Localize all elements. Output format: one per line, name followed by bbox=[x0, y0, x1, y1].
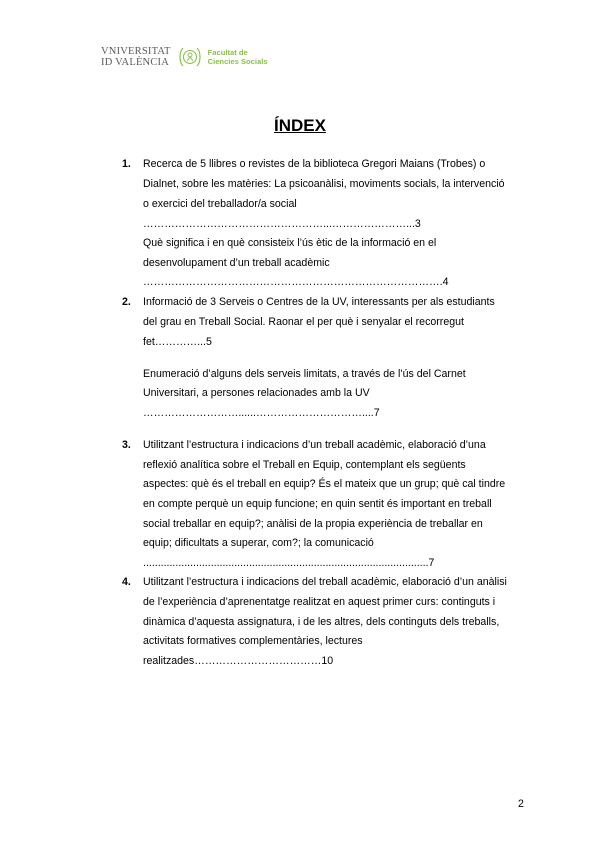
faculty-name bbox=[208, 48, 268, 66]
toc-entry-page-leader: .................................................................................................7 bbox=[143, 557, 435, 569]
university-name bbox=[101, 46, 171, 68]
toc-line: equip; dificultats a superar, com?; la comunicació bbox=[143, 537, 374, 549]
toc-line: dinàmica d’aquesta assignatura, i de les altres, dels continguts dels treballs, bbox=[143, 616, 500, 628]
item-number: 3. bbox=[122, 439, 131, 451]
toc-entry-page-leader: fet…………...5 bbox=[143, 336, 212, 348]
toc-line: Utilitzant l’estructura i indicacions del treball acadèmic, elaboració d’un anàlisi bbox=[143, 576, 507, 588]
toc-line: Utilitzant l’estructura i indicacions d’un treball acadèmic, elaboració d’una bbox=[143, 439, 486, 451]
faculty-name-line2: Ciencies Socials bbox=[207, 57, 268, 66]
header bbox=[101, 44, 268, 70]
toc-line: Què significa i en què consisteix l’ús ètic de la informació en el bbox=[143, 237, 437, 249]
toc-line: o exercici del treballador/a social bbox=[143, 198, 297, 210]
faculty-name-line1: Facultat de bbox=[207, 48, 248, 57]
toc-line: activitats formatives complementàries, lectures bbox=[143, 635, 363, 647]
toc-line: en compte perquè un equip funcione; en quin sentit és important en treball bbox=[143, 498, 492, 510]
toc-line: Dialnet, sobre les matèries: La psicoanàlisi, moviments socials, la intervenció bbox=[143, 178, 505, 190]
toc-entry-page-leader: ………………………………………………………………………….4 bbox=[143, 276, 449, 288]
toc-entry-page-leader: ………………………......…………………………....7 bbox=[143, 407, 380, 419]
toc-line: del grau en Treball Social. Raonar el per què i senyalar el recorregut bbox=[143, 316, 464, 328]
toc-line: Enumeració d’alguns dels serveis limitats, a través de l’ús del Carnet bbox=[143, 368, 466, 380]
toc-entry-page-leader: realitzades………………………………10 bbox=[143, 655, 334, 667]
toc-line: social treballar en equip?; anàlisi de la propia experiència de treballar en bbox=[143, 518, 483, 530]
item-number: 4. bbox=[122, 576, 131, 588]
page-title: ÍNDEX bbox=[274, 116, 326, 135]
toc-line: aspectes: què és el treball en equip? És el mateix que un grup; què cal tindre bbox=[143, 478, 506, 490]
toc-line: de l’experiència d’aprenentatge realitzat en aquest primer curs: continguts i bbox=[143, 596, 496, 608]
toc-line: Recerca de 5 llibres o revistes de la biblioteca Gregori Maians (Trobes) o bbox=[143, 158, 486, 170]
item-number: 2. bbox=[122, 296, 131, 308]
toc-line: desenvolupament d’un treball acadèmic bbox=[143, 257, 330, 269]
toc-line: reflexió analítica sobre el Treball en Equip, contemplant els següents bbox=[143, 459, 466, 471]
item-number: 1. bbox=[122, 158, 131, 170]
toc-line: Universitari, a persones relacionades amb la UV bbox=[143, 387, 370, 399]
university-seal-icon bbox=[177, 45, 203, 69]
university-name-line2: ID VALÈNCIA bbox=[101, 57, 170, 68]
toc-line: Informació de 3 Serveis o Centres de la UV, interessants per als estudiants bbox=[143, 296, 495, 308]
toc-entry-page-leader: ……………………………………………...…………………...3 bbox=[143, 218, 421, 230]
page-number: 2 bbox=[518, 798, 524, 810]
university-name-line1: VNIVERSITAT bbox=[101, 46, 171, 57]
